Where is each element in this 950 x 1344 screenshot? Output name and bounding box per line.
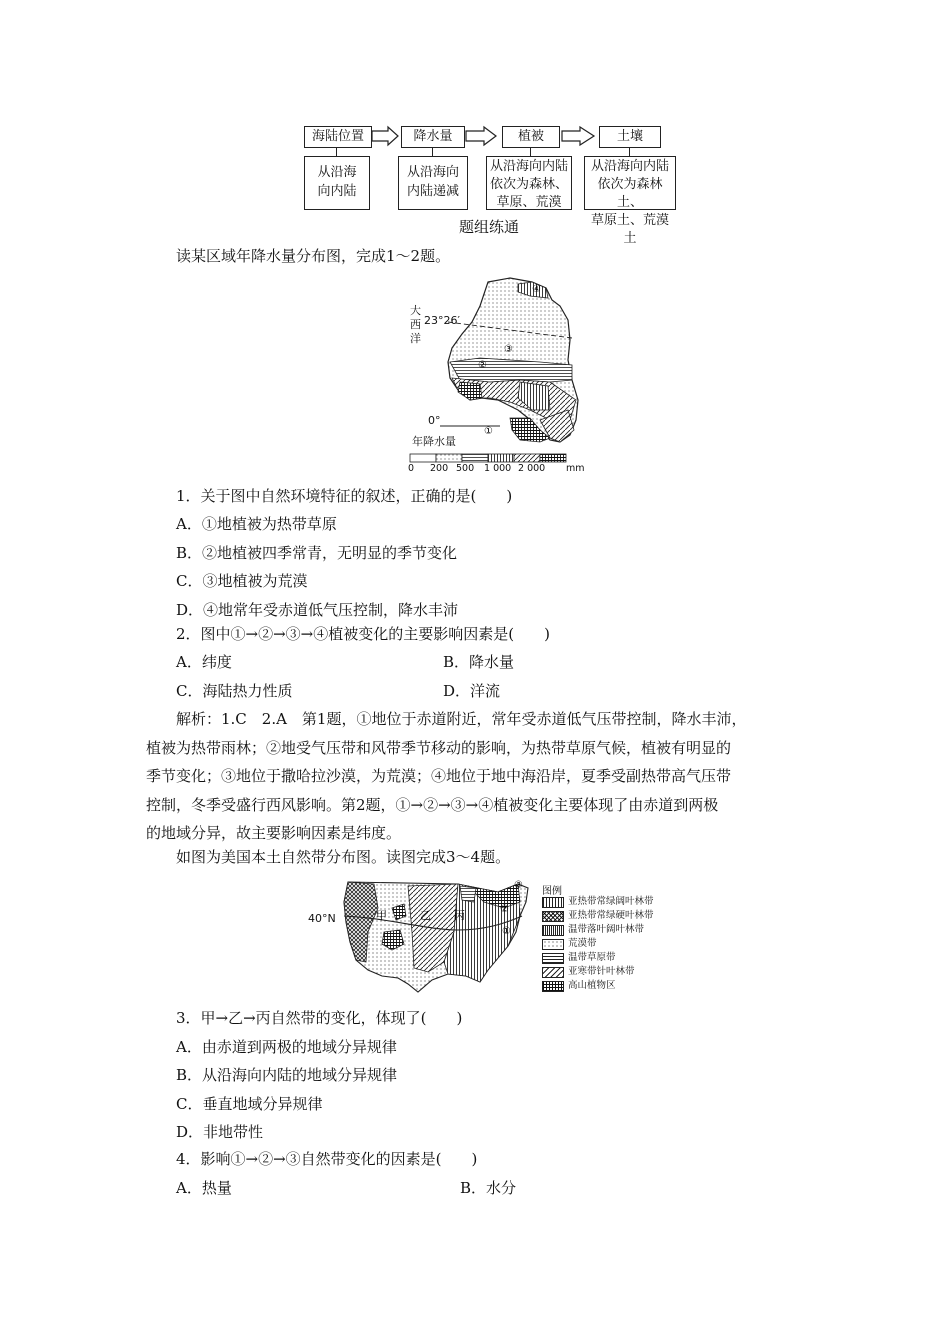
map1-legend-seg-2	[436, 454, 462, 462]
legend-swatch-3	[542, 925, 564, 936]
legend-label-4: 荒漠带	[568, 938, 597, 949]
q4-option-a: A．热量	[176, 1179, 232, 1197]
q3-option-d: D．非地带性	[176, 1123, 264, 1141]
question-4-stem: 4．影响①→②→③自然带变化的因素是( )	[176, 1150, 478, 1168]
legend-label-6: 亚寒带针叶林带	[568, 966, 635, 977]
legend-swatch-4	[542, 939, 564, 950]
flow-arrow-1	[372, 127, 398, 145]
question-1	[176, 482, 512, 511]
map1-legend-seg-4	[488, 454, 514, 462]
us-zones-map	[308, 872, 708, 1000]
analysis-line-5: 的地域分异，故主要影响因素是纬度。	[146, 824, 402, 842]
analysis-line-1: 解析：1.C 2.A 第1题，①地位于赤道附近，常年受赤道低气压带控制，降水丰沛，	[176, 710, 747, 728]
legend-label-1: 亚热带常绿阔叶林带	[568, 896, 654, 907]
legend-label-5: 温带草原带	[568, 952, 616, 963]
map1-scale-tick-3: 1 000	[484, 463, 512, 474]
map1-marker-3: ③	[504, 344, 513, 355]
map2-marker-2: ②	[500, 904, 509, 915]
map1-marker-2: ②	[478, 360, 487, 371]
analysis	[146, 705, 836, 848]
map2-marker-1: ①	[502, 926, 511, 937]
legend-swatch-2	[542, 911, 564, 922]
section-title: 题组练通	[459, 218, 520, 236]
map1-equator-label: 0°	[428, 414, 441, 427]
flow-arrow-2	[466, 127, 496, 145]
q1-option-d: D．④地常年受赤道低气压控制，降水丰沛	[176, 600, 459, 619]
flow-step-4-head: 土壤	[599, 126, 661, 148]
q2-option-d: D．洋流	[443, 682, 501, 700]
question-3-stem: 3．甲→乙→丙自然带的变化，体现了( )	[176, 1009, 463, 1027]
q2-option-b: B．降水量	[443, 653, 515, 671]
legend-swatch-6	[542, 967, 564, 978]
q3-option-b: B．从沿海向内陆的地域分异规律	[176, 1066, 398, 1084]
analysis-line-2: 植被为热带雨林；②地受气压带和风带季节移动的影响，为热带草原气候，植被有明显的	[146, 738, 732, 757]
question-4	[176, 1145, 477, 1174]
q2-option-c: C．海陆热力性质	[176, 682, 293, 700]
legend-label-2: 亚热带常绿硬叶林带	[568, 910, 654, 921]
map1-band-rainforest-w	[458, 382, 482, 400]
map1-scale-tick-1: 200	[430, 463, 449, 474]
map1-legend-seg-5	[514, 454, 540, 462]
flow-step-3-head: 植被	[502, 126, 560, 148]
map2-lat-label: 40°N	[308, 912, 336, 925]
analysis-line-3: 季节变化；③地位于撒哈拉沙漠，为荒漠；④地位于地中海沿岸，夏季受副热带高气压带	[146, 767, 732, 785]
map2-zone-north-strip	[460, 886, 476, 902]
q1-option-a: A．①地植被为热带草原	[176, 515, 337, 533]
q3-option-a: A．由赤道到两极的地域分异规律	[176, 1037, 397, 1056]
analysis-line-4: 控制，冬季受盛行西风影响。第2题，①→②→③→④植被变化主要体现了由赤道到两极	[146, 795, 719, 814]
q3-option-c: C．垂直地域分异规律	[176, 1094, 323, 1113]
intro-1: 读某区域年降水量分布图，完成1～2题。	[176, 247, 451, 265]
map1-legend-title: 年降水量	[412, 435, 456, 448]
precipitation-map	[400, 270, 590, 480]
legend-swatch-7	[542, 981, 564, 992]
question-1-options	[176, 510, 458, 624]
map1-ocean-label: 大 西 洋	[410, 304, 421, 345]
q1-option-b: B．②地植被四季常青，无明显的季节变化	[176, 543, 458, 562]
q1-option-c: C．③地植被为荒漠	[176, 572, 308, 590]
map1-lat-label: 23°26′	[424, 314, 460, 327]
map1-marker-1: ①	[484, 426, 493, 437]
flow-step-4-body: 从沿海向内陆 依次为森林土、 草原土、荒漠土	[584, 156, 676, 210]
q4-option-b: B．水分	[460, 1179, 517, 1197]
flow-step-2-body: 从沿海向 内陆递减	[398, 156, 468, 210]
question-1-stem: 1．关于图中自然环境特征的叙述，正确的是( )	[176, 487, 513, 505]
map1-scale-tick-2: 500	[456, 463, 475, 474]
flow-step-1-head: 海陆位置	[304, 126, 372, 148]
map2-legend	[542, 882, 706, 1000]
map1-scale-tick-0: 0	[408, 463, 415, 474]
map1-marker-4: ④	[532, 284, 541, 295]
flow-arrows	[0, 0, 950, 220]
us-zones-map-figure	[308, 872, 544, 1000]
map2-label-yi: 乙	[420, 909, 431, 922]
map1-scale-unit: mm	[566, 463, 585, 474]
map2-marker-3: ③	[514, 880, 523, 891]
map2-legend-title: 图例	[542, 886, 562, 897]
question-2-stem: 2．图中①→②→③→④植被变化的主要影响因素是( )	[176, 625, 550, 643]
map1-scale-tick-4: 2 000	[518, 463, 546, 474]
legend-swatch-5	[542, 953, 564, 964]
flow-arrow-3	[562, 127, 594, 145]
intro-2: 如图为美国本土自然带分布图。读图完成3～4题。	[176, 848, 511, 866]
map1-legend-seg-6	[540, 454, 566, 462]
map2-label-bing: 丙	[454, 909, 465, 922]
flow-step-1-body: 从沿海 向内陆	[304, 156, 370, 210]
legend-swatch-1	[542, 897, 564, 908]
flow-step-2-head: 降水量	[401, 126, 465, 148]
question-2	[176, 620, 550, 649]
legend-label-7: 高山植物区	[568, 980, 616, 991]
legend-label-3: 温带落叶阔叶林带	[568, 924, 645, 935]
map1-scale	[408, 463, 590, 477]
flow-step-3-body: 从沿海向内陆 依次为森林、 草原、荒漠	[486, 156, 572, 210]
q2-option-a: A．纬度	[176, 653, 232, 671]
map1-legend-seg-3	[462, 454, 488, 462]
map2-label-jia: 甲	[376, 909, 387, 922]
map1-legend-seg-1	[410, 454, 436, 462]
question-3	[176, 1004, 462, 1147]
